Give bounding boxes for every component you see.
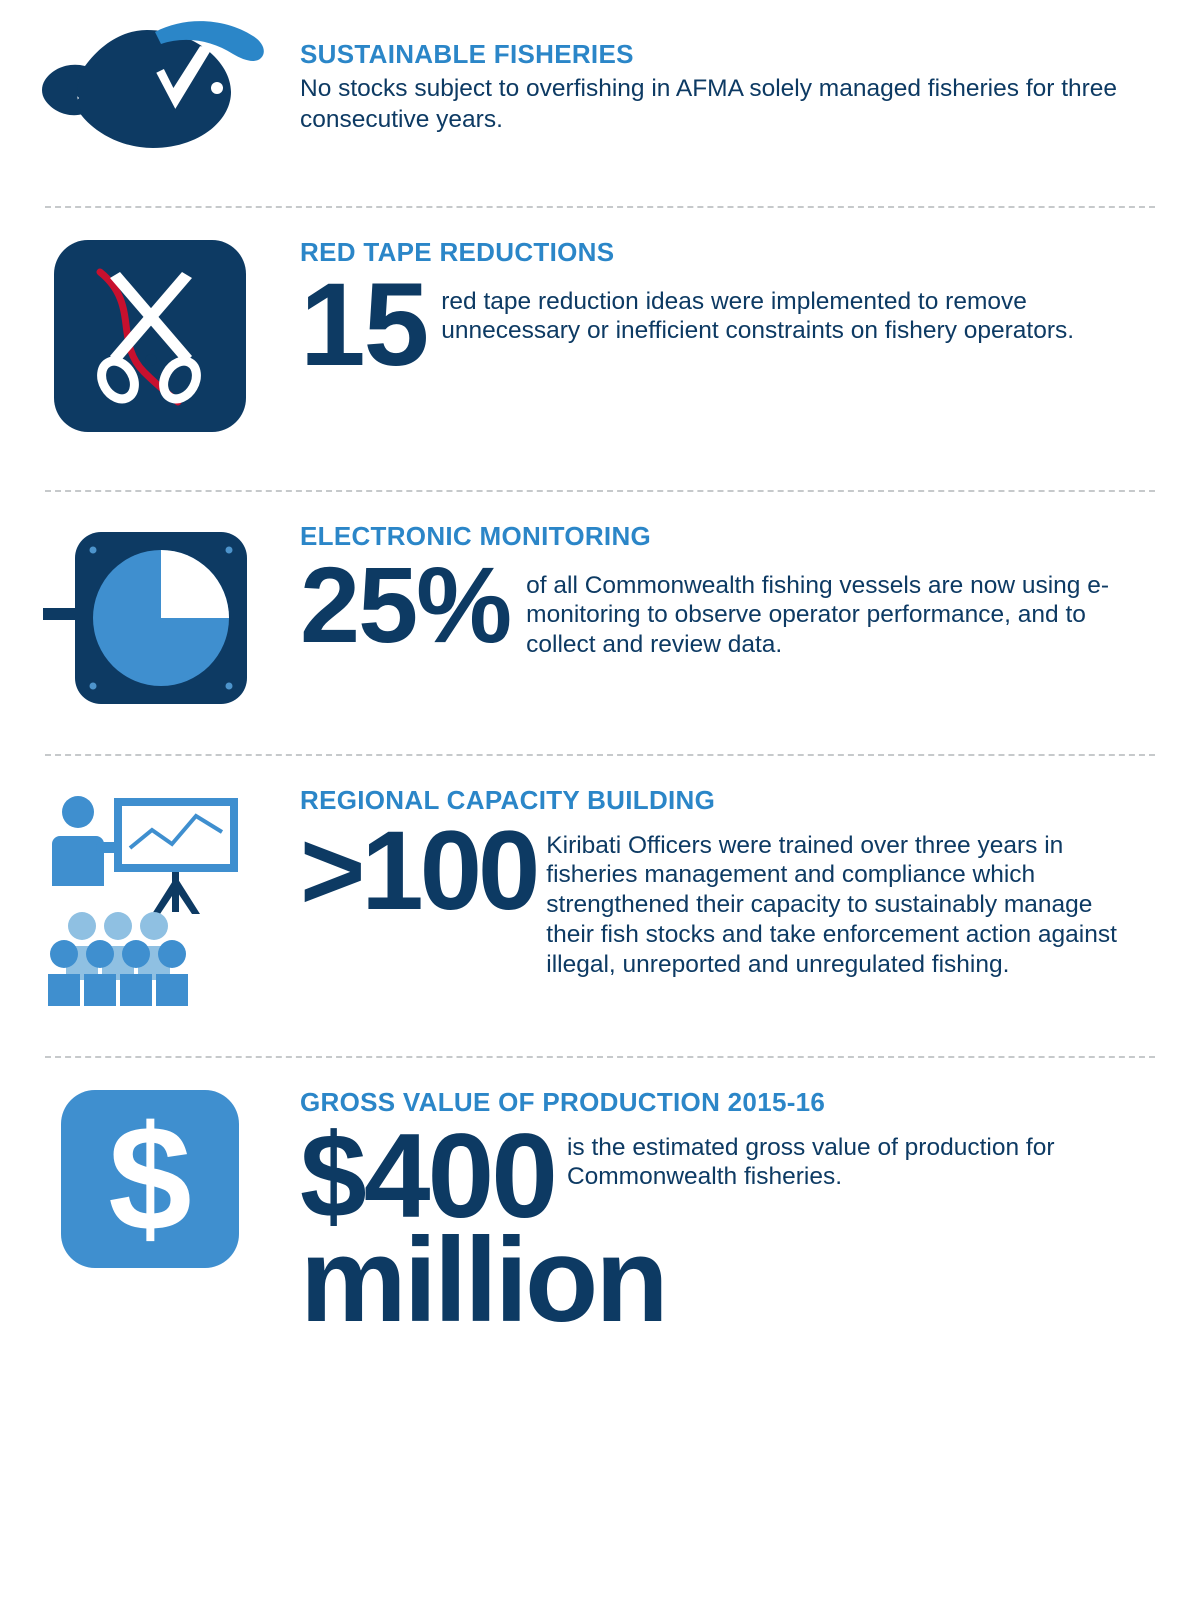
section-heading: RED TAPE REDUCTIONS (300, 237, 615, 267)
stat-description: Kiribati Officers were trained over three years in fisheries management and compliance which strengthened their capacity to sustainably manage their fish stocks and take enforcement action against illegal, unreported and unregulated fishing. (546, 831, 1117, 979)
section-heading: ELECTRONIC MONITORING (300, 521, 652, 551)
icon-column (0, 786, 300, 1016)
section-heading: REGIONAL CAPACITY BUILDING (300, 785, 716, 815)
fish-tick-icon (35, 18, 265, 158)
svg-text:$: $ (108, 1094, 192, 1262)
stat-description: is the estimated gross value of production for Commonwealth fisheries. (566, 1133, 1055, 1191)
text-column (300, 521, 1200, 665)
stat-number: $400 (300, 1108, 555, 1243)
section-heading: SUSTAINABLE FISHERIES (300, 39, 634, 69)
training-presentation-icon (40, 786, 260, 1016)
section-regional-capacity-building (0, 756, 1200, 1016)
stat-number-line2: million (300, 1212, 666, 1347)
stat-description: red tape reduction ideas were implemented to remove unnecessary or inefficient constraints on fishery operators. (441, 287, 1075, 345)
stat-number: 25% (300, 543, 511, 665)
scissors-cutting-tape-icon (52, 238, 248, 434)
section-electronic-monitoring (0, 492, 1200, 712)
section-body: No stocks subject to overfishing in AFMA solely managed fisheries for three consecutive years. (300, 74, 1118, 133)
icon-column (0, 238, 300, 434)
icon-column (0, 18, 300, 158)
icon-column (0, 1088, 300, 1270)
stat-number: 15 (300, 258, 428, 391)
text-column (300, 786, 1200, 980)
stat-block (300, 543, 1140, 665)
stat-description: of all Commonwealth fishing vessels are now using e-monitoring to observe operator performance, and to collect and review data. (526, 571, 1110, 659)
dollar-sign-icon (59, 1088, 241, 1270)
text-column (300, 237, 1200, 391)
section-gross-value-of-production (0, 1058, 1200, 1347)
stat-number: >100 (300, 807, 537, 933)
section-heading: GROSS VALUE OF PRODUCTION 2015-16 (300, 1087, 826, 1117)
text-column (300, 18, 1200, 135)
section-red-tape-reductions (0, 208, 1200, 434)
pie-chart-camera-icon (35, 522, 265, 712)
text-column (300, 1087, 1200, 1347)
stat-block (300, 258, 1140, 391)
section-sustainable-fisheries (0, 0, 1200, 158)
icon-column (0, 522, 300, 712)
stat-block (300, 807, 1140, 980)
